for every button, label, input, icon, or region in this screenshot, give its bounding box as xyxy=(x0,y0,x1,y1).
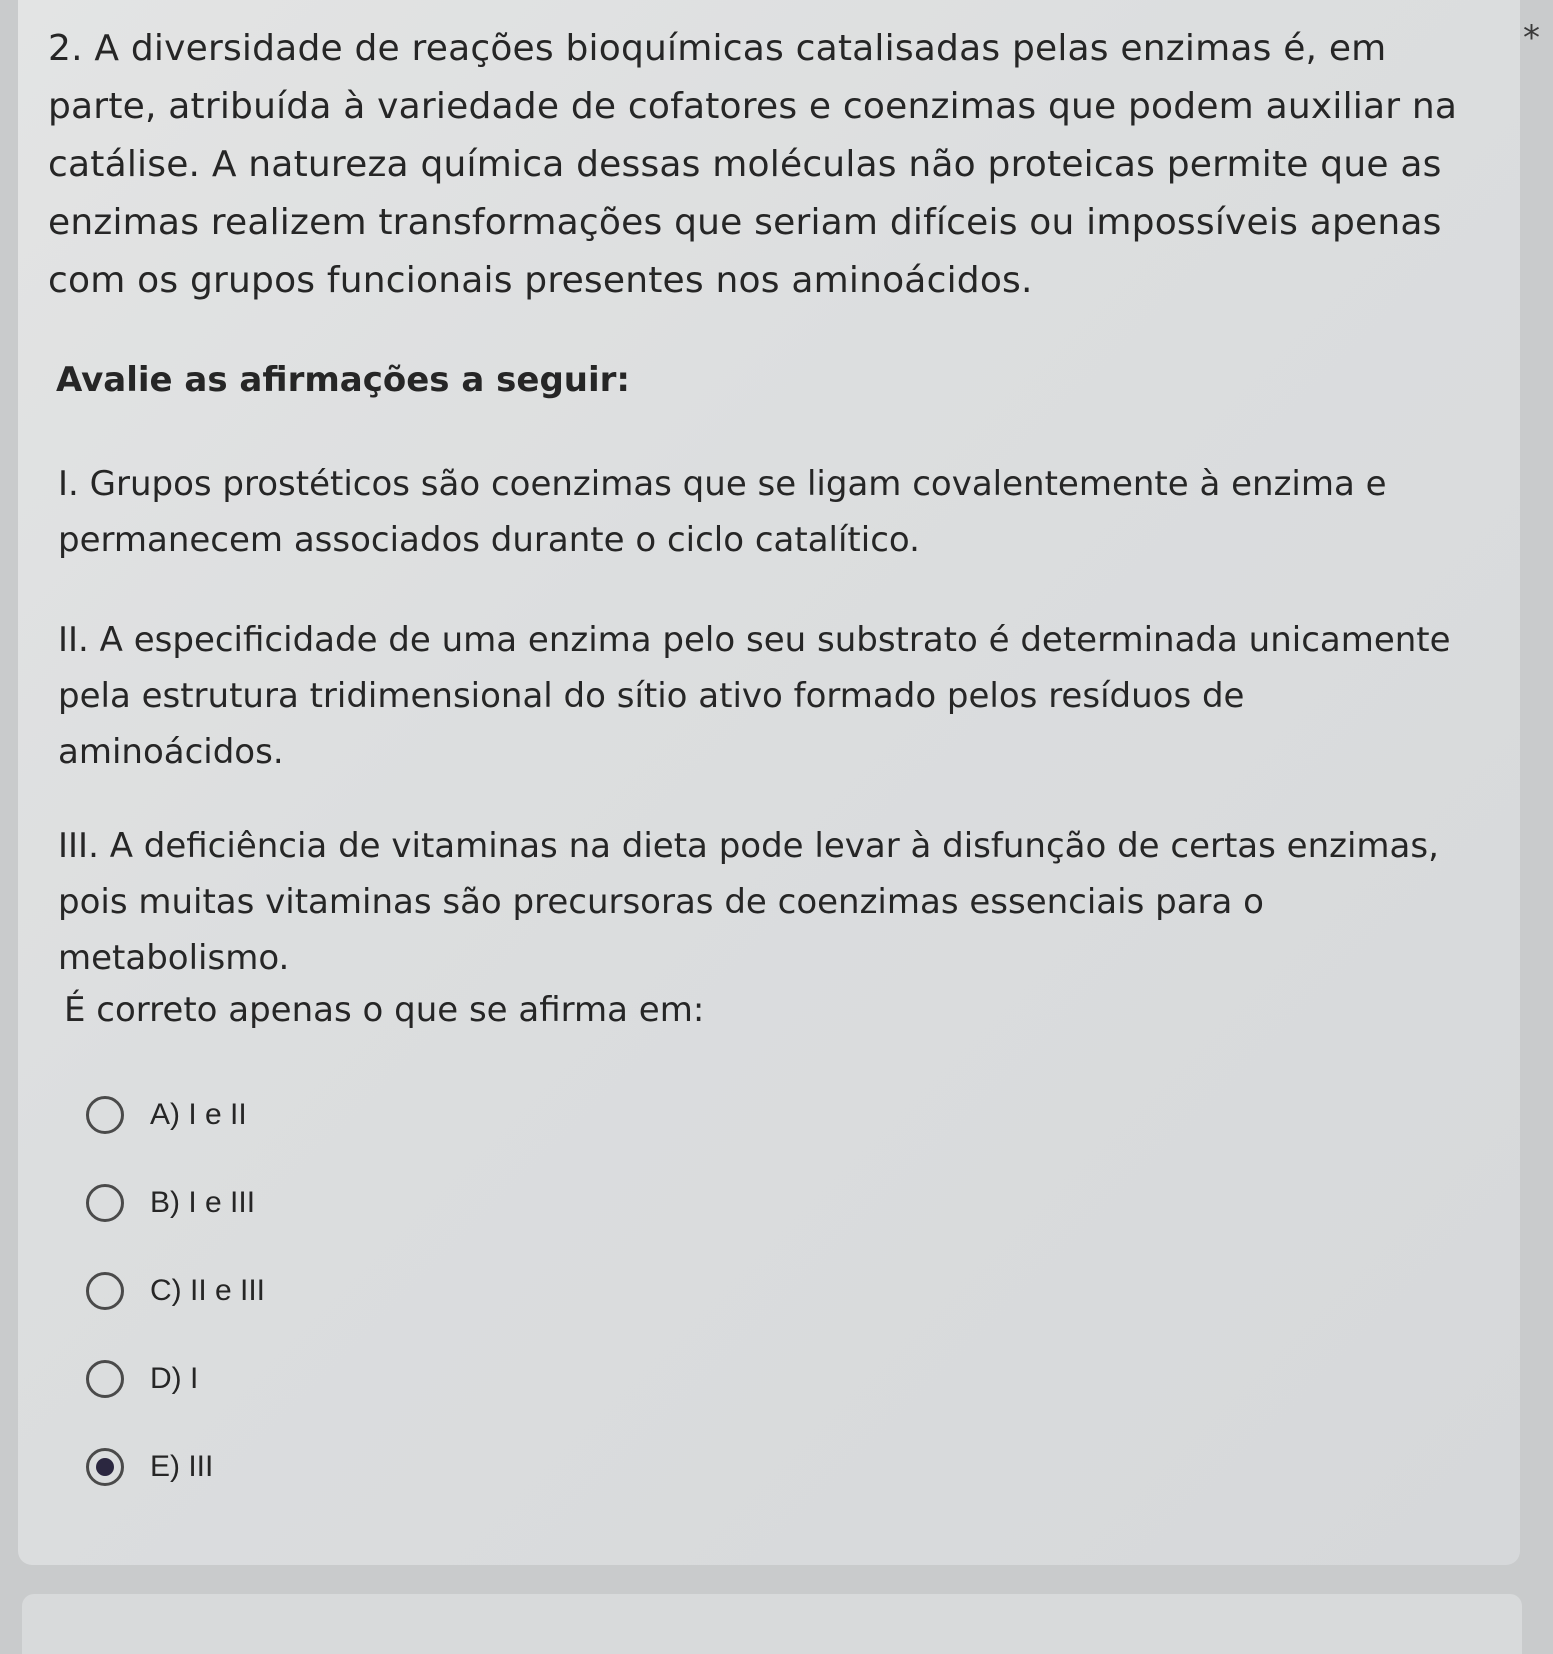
question-card xyxy=(18,0,1540,1565)
option-d[interactable] xyxy=(66,1354,265,1404)
option-a-label[interactable]: A) I e II xyxy=(150,1098,247,1131)
radio-button-c[interactable] xyxy=(86,1272,124,1310)
question-title: 2. A diversidade de reações bioquímicas catalisadas pelas enzimas é, em parte, atribuída à variedade de cofatores e coenzimas que podem auxiliar na catálise. A natureza química dessas moléculas não proteicas permite que as enzimas realizem transformações que seriam difíceis ou impossíveis apenas com os grupos funcionais presentes nos aminoácidos. xyxy=(48,28,1458,301)
option-a[interactable] xyxy=(66,1090,265,1140)
next-card-edge xyxy=(22,1594,1522,1654)
option-c[interactable] xyxy=(66,1266,265,1316)
option-d-label[interactable]: D) I xyxy=(150,1362,199,1395)
radio-button-e[interactable] xyxy=(86,1448,124,1486)
statement-ii: II. A especificidade de uma enzima pelo seu substrato é determinada unicamente pela estrutura tridimensional do sítio ativo formado pelos resíduos de aminoácidos. xyxy=(58,620,1451,772)
option-e[interactable] xyxy=(66,1442,265,1492)
radio-button-d[interactable] xyxy=(86,1360,124,1398)
statement-iii: III. A deficiência de vitaminas na dieta pode levar à disfunção de certas enzimas, pois muitas vitaminas são precursoras de coenzimas essenciais para o metabolismo. xyxy=(58,826,1439,978)
answer-options xyxy=(66,1090,265,1530)
radio-button-b[interactable] xyxy=(86,1184,124,1222)
question-prompt: É correto apenas o que se afirma em: xyxy=(64,990,705,1030)
instruction-text: Avalie as afirmações a seguir: xyxy=(56,360,630,400)
option-b[interactable] xyxy=(66,1178,265,1228)
radio-button-a[interactable] xyxy=(86,1096,124,1134)
option-c-label[interactable]: C) II e III xyxy=(150,1274,266,1307)
statement-i: I. Grupos prostéticos são coenzimas que se ligam covalentemente à enzima e permanecem associados durante o ciclo catalítico. xyxy=(58,464,1387,560)
option-e-label[interactable]: E) III xyxy=(150,1450,214,1483)
option-b-label[interactable]: B) I e III xyxy=(150,1186,256,1219)
required-asterisk: * xyxy=(1523,18,1540,58)
